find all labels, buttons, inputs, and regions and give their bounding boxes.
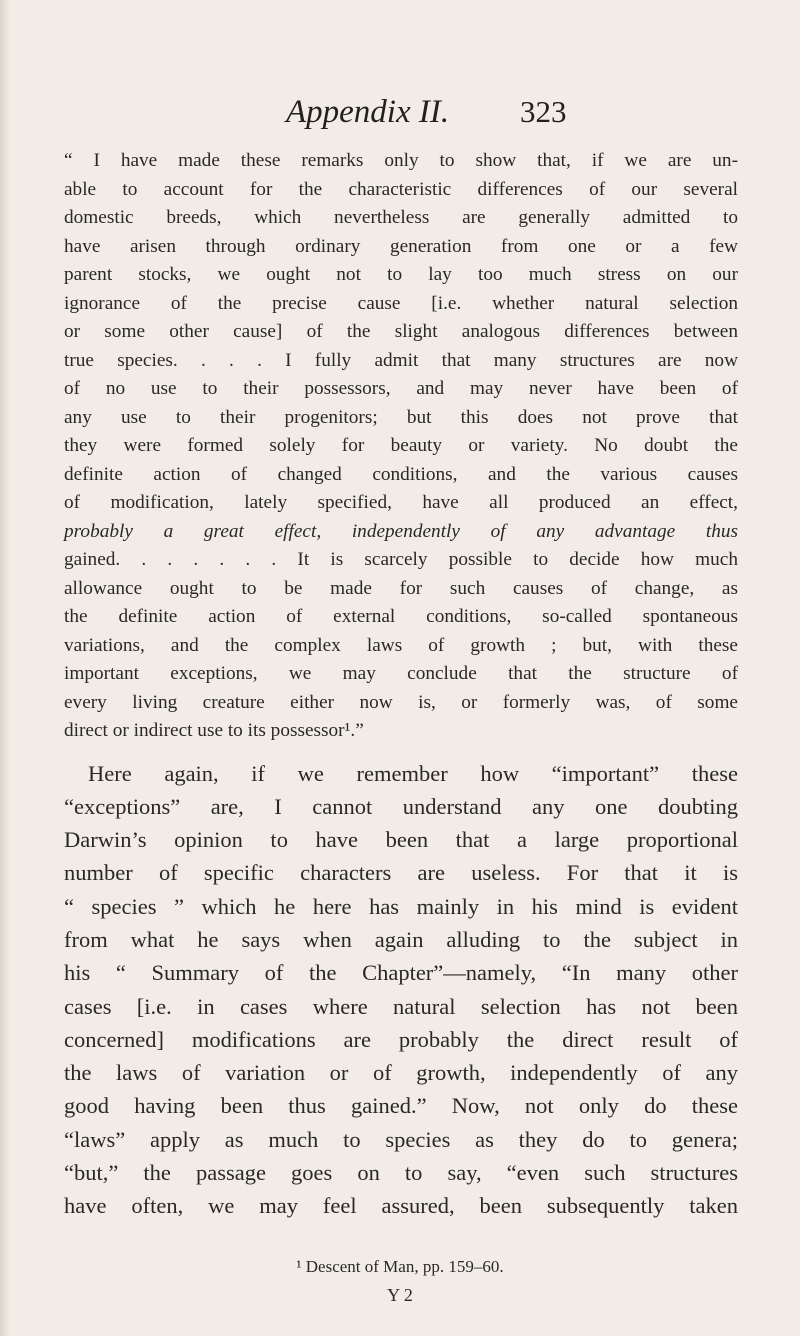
footnote: ¹ Descent of Man, pp. 159–60. [296, 1257, 504, 1276]
text-line: direct or indirect use to its possessor¹.” [64, 720, 364, 741]
text-line: the definite action of external conditions, so-called spontaneous [64, 606, 738, 627]
signature-mark: Y 2 [387, 1285, 413, 1305]
running-title: Appendix II. [286, 94, 450, 130]
text-line: from what he says when again alluding to the subject in [64, 926, 738, 952]
text-line: have often, we may feel assured, been subsequently taken [64, 1193, 738, 1219]
text-line: “but,” the passage goes on to say, “even such structures [64, 1160, 738, 1186]
page-number: 323 [520, 94, 567, 129]
text-line: important exceptions, we may conclude that the structure of [64, 663, 738, 684]
text-line: able to account for the characteristic differences of our several [64, 178, 738, 200]
text-line: the laws of variation or of growth, independently of any [64, 1060, 738, 1086]
text-line: his “ Summary of the Chapter”—namely, “In many other [64, 960, 738, 986]
text-line: “exceptions” are, I cannot understand any one doubting [64, 793, 738, 819]
text-line: concerned] modifications are probably the direct result of [64, 1026, 738, 1052]
text-line: of modification, lately specified, have all produced an effect, [64, 492, 738, 513]
text-line: gained. . . . . . . It is scarcely possible to decide how much [64, 549, 738, 570]
text-line: have arisen through ordinary generation from one or a few [64, 235, 738, 257]
text-line: “laws” apply as much to species as they do to genera; [64, 1126, 738, 1152]
text-line: any use to their progenitors; but this does not prove that [64, 406, 738, 428]
text-line: variations, and the complex laws of growth ; but, with these [64, 634, 738, 656]
text-line: number of specific characters are useless. For that it is [64, 860, 738, 886]
text-line: allowance ought to be made for such causes of change, as [64, 577, 738, 599]
text-line: they were formed solely for beauty or variety. No doubt the [64, 435, 738, 456]
text-line: probably a great effect, independently of any advantage thus [64, 520, 738, 542]
text-line: or some other cause] of the slight analogous differences between [64, 321, 738, 342]
text-line: “ species ” which he here has mainly in his mind is evident [64, 893, 738, 919]
text-line: parent stocks, we ought not to lay too much stress on our [64, 264, 738, 285]
text-line: definite action of changed conditions, and the various causes [64, 463, 738, 485]
text-line: of no use to their possessors, and may never have been of [64, 378, 738, 399]
text-line: ignorance of the precise cause [i.e. whether natural selection [64, 292, 738, 314]
text-line: good having been thus gained.” Now, not only do these [64, 1093, 738, 1119]
text-line: every living creature either now is, or formerly was, of some [64, 691, 738, 713]
page-edge-shadow [0, 0, 10, 1336]
text-line: “ I have made these remarks only to show that, if we are un- [64, 150, 738, 171]
page-header [0, 92, 800, 136]
body-paragraph [64, 757, 738, 1223]
text-line: domestic breeds, which nevertheless are generally admitted to [64, 207, 738, 228]
text-line: Here again, if we remember how “important” these [88, 760, 738, 786]
text-line: true species. . . . I fully admit that many structures are now [64, 349, 738, 371]
main-text [64, 147, 738, 1223]
text-line: Darwin’s opinion to have been that a large proportional [64, 827, 738, 853]
quoted-paragraph [64, 147, 738, 746]
text-line: cases [i.e. in cases where natural selection has not been [64, 993, 738, 1019]
